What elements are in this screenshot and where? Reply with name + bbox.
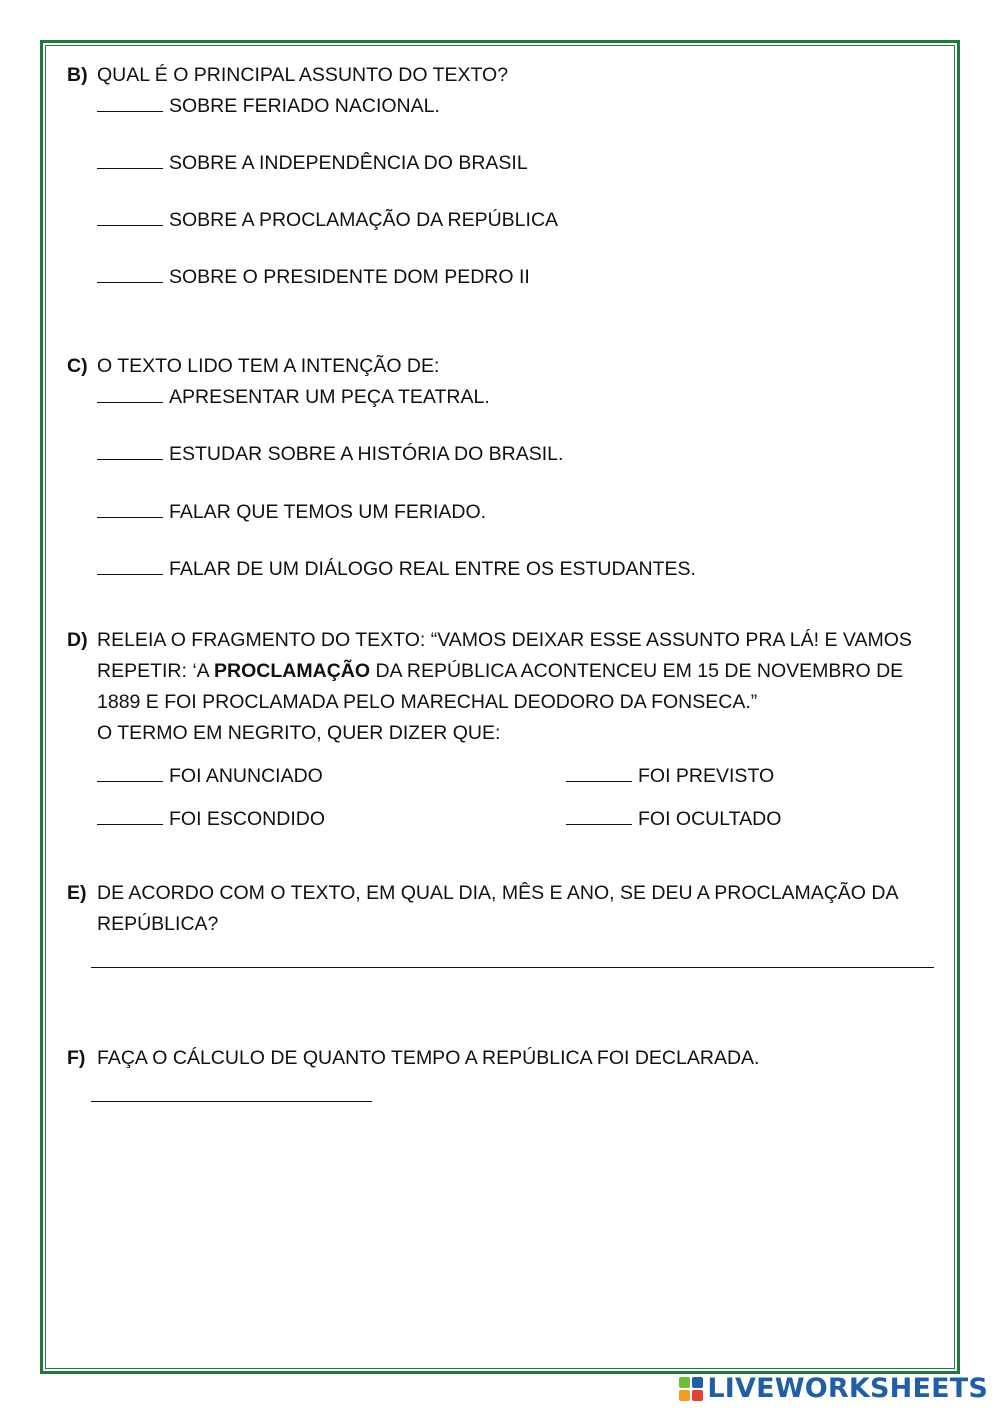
question-b-option-2: SOBRE A INDEPENDÊNCIA DO BRASIL (97, 148, 528, 179)
question-f-letter: F) (67, 1047, 86, 1069)
question-b-prompt: QUAL É O PRINCIPAL ASSUNTO DO TEXTO? (97, 64, 509, 86)
question-b-option-1: SOBRE FERIADO NACIONAL. (97, 91, 440, 122)
logo-grid-icon (679, 1377, 703, 1401)
brand-name: LIVEWORKSHEETS (707, 1373, 988, 1404)
highlighted-term: PROCLAMAÇÃO (214, 660, 371, 682)
answer-blank[interactable] (566, 805, 632, 825)
answer-blank[interactable] (97, 149, 163, 169)
liveworksheets-logo (679, 1374, 988, 1404)
question-c-option-3: FALAR QUE TEMOS UM FERIADO. (97, 497, 486, 528)
question-b-option-4: SOBRE O PRESIDENTE DOM PEDRO II (97, 262, 530, 293)
question-d-option-4: FOI OCULTADO (566, 804, 781, 835)
answer-blank[interactable] (97, 440, 163, 460)
answer-blank[interactable] (97, 762, 163, 782)
question-b-letter: B) (67, 64, 88, 86)
answer-blank[interactable] (97, 805, 163, 825)
question-d-line-3: 1889 E FOI PROCLAMADA PELO MARECHAL DEODORO DA FONSECA.” (97, 691, 758, 713)
question-e-letter: E) (67, 882, 87, 904)
question-f-answer-line[interactable] (91, 1101, 372, 1102)
answer-blank[interactable] (97, 498, 163, 518)
question-b-option-3: SOBRE A PROCLAMAÇÃO DA REPÚBLICA (97, 205, 558, 236)
question-c-prompt: O TEXTO LIDO TEM A INTENÇÃO DE: (97, 355, 440, 377)
question-e-line-1: DE ACORDO COM O TEXTO, EM QUAL DIA, MÊS E ANO, SE DEU A PROCLAMAÇÃO DA (97, 882, 899, 904)
question-c-option-2: ESTUDAR SOBRE A HISTÓRIA DO BRASIL. (97, 439, 563, 470)
question-d-line-4: O TERMO EM NEGRITO, QUER DIZER QUE: (97, 722, 501, 744)
answer-blank[interactable] (97, 92, 163, 112)
question-d-line-1: RELEIA O FRAGMENTO DO TEXTO: “VAMOS DEIXAR ESSE ASSUNTO PRA LÁ! E VAMOS (97, 629, 912, 651)
question-f-prompt: FAÇA O CÁLCULO DE QUANTO TEMPO A REPÚBLICA FOI DECLARADA. (97, 1047, 760, 1069)
answer-blank[interactable] (97, 555, 163, 575)
answer-blank[interactable] (97, 206, 163, 226)
answer-blank[interactable] (97, 263, 163, 283)
question-e-line-2: REPÚBLICA? (97, 913, 219, 935)
question-d-option-2: FOI PREVISTO (566, 761, 774, 792)
question-c-option-1: APRESENTAR UM PEÇA TEATRAL. (97, 382, 490, 413)
question-d-option-3: FOI ESCONDIDO (97, 804, 325, 835)
answer-blank[interactable] (566, 762, 632, 782)
question-c-option-4: FALAR DE UM DIÁLOGO REAL ENTRE OS ESTUDANTES. (97, 554, 696, 585)
question-d-line-2: REPETIR: ‘A PROCLAMAÇÃO DA REPÚBLICA ACONTENCEU EM 15 DE NOVEMBRO DE (97, 660, 904, 682)
answer-blank[interactable] (97, 383, 163, 403)
question-d-letter: D) (67, 629, 88, 651)
question-d-option-1: FOI ANUNCIADO (97, 761, 323, 792)
question-e-answer-line[interactable] (91, 967, 934, 968)
question-c-letter: C) (67, 355, 88, 377)
